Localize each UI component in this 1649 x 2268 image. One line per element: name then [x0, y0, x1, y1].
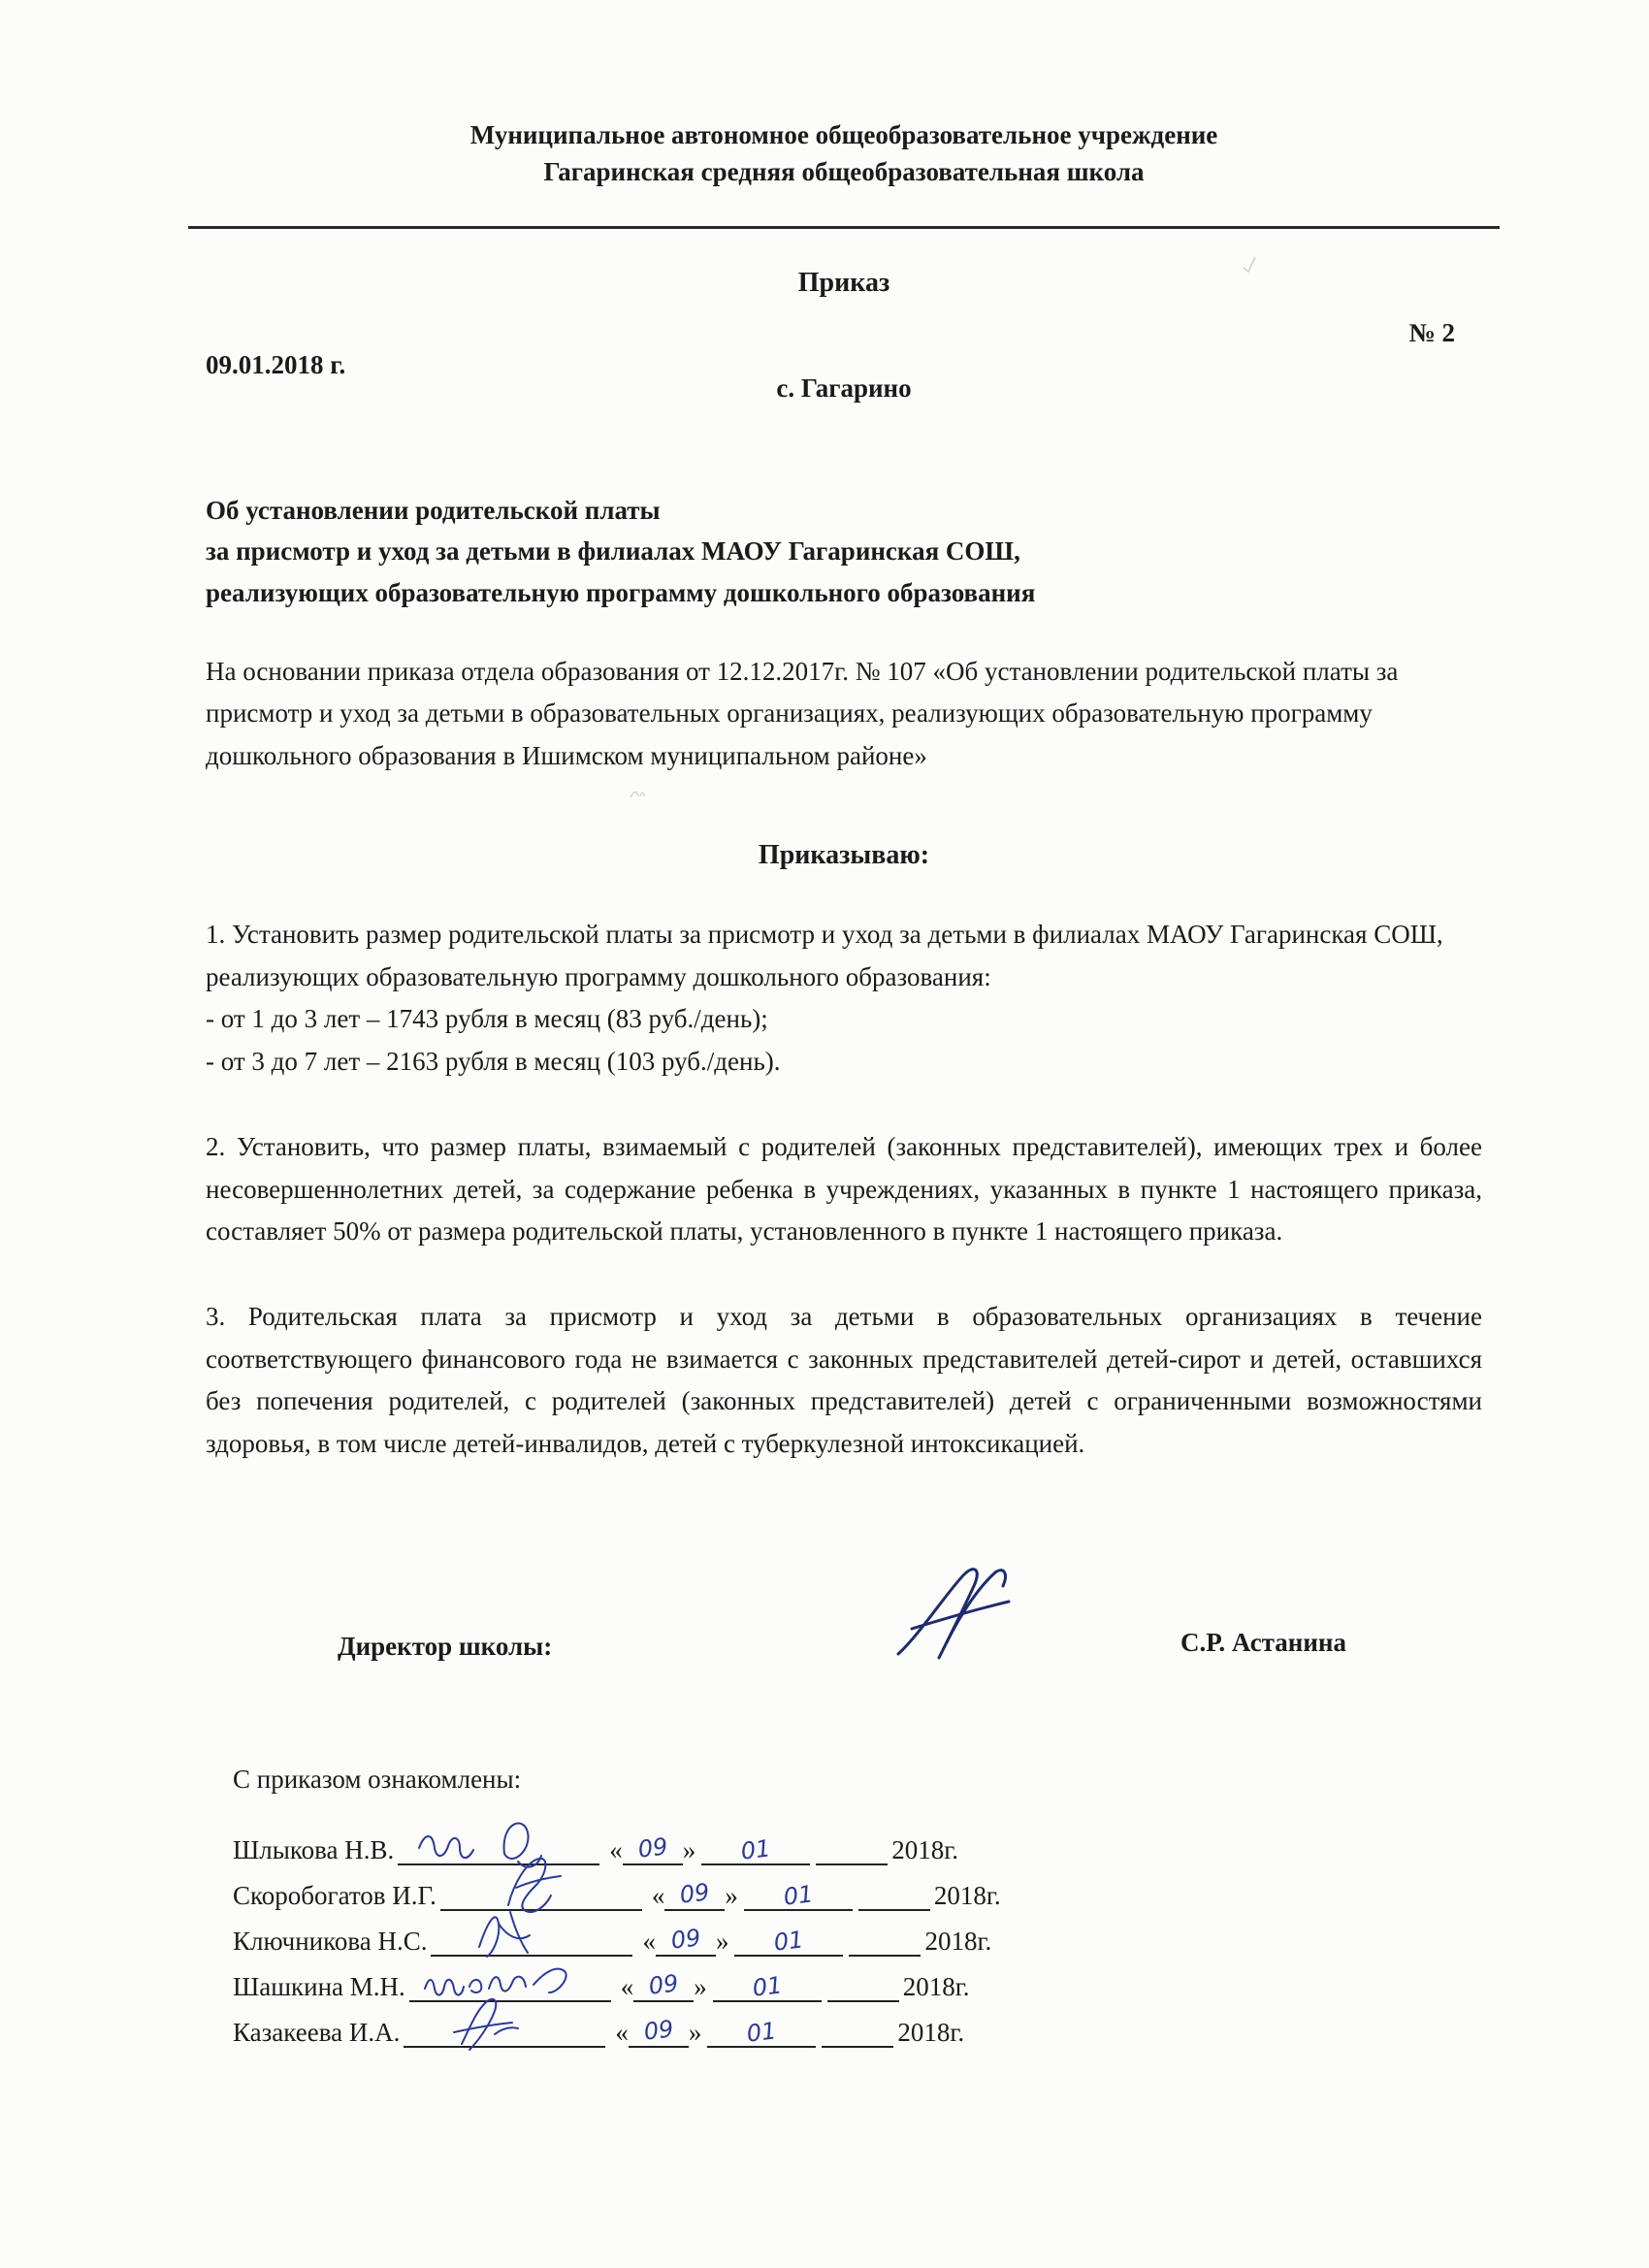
header-rule	[188, 226, 1500, 229]
order-date: 09.01.2018 г.	[206, 349, 346, 379]
acknowledgment-row	[233, 1832, 1482, 1881]
day-blank	[623, 1832, 683, 1865]
handwritten-month: 01	[745, 2017, 779, 2048]
director-signature-icon	[885, 1561, 1020, 1677]
quote-close: »	[682, 1834, 696, 1864]
order-item-2: 2. Установить, что размер платы, взимаемый с родителей (законных представителей), имеющих трех и более несовершеннолетних детей, за содержание ребенка в учреждениях, указанных в пункте 1 настоящего приказа, составляет 50% от размера родительской платы, установленного в пункте 1 настоящего приказа.	[206, 1131, 1482, 1247]
scan-artifact	[1242, 254, 1257, 274]
organization-name-line1: Муниципальное автономное общеобразовательное учреждение	[469, 120, 1218, 149]
ack-year: 2018г.	[924, 1926, 992, 1956]
order-item-3: 3. Родительская плата за присмотр и уход за детьми в образовательных организациях в течение соответствующего финансового года не взимается с законных представителей детей-сирот и детей, оставшихся без попечения родителей, с родителей (законных представителей) детей с ограниченными возможностями здоровья, в том числе детей-инвалидов, детей с туберкулезной интоксикацией.	[206, 1301, 1482, 1459]
subject-line2: за присмотр и уход за детьми в филиалах МАОУ Гагаринская СОШ,	[206, 536, 1020, 567]
ack-year: 2018г.	[902, 1971, 970, 2001]
signature-line	[404, 2021, 605, 2048]
quote-open: «	[615, 2017, 629, 2047]
ack-name: Казакеева И.А.	[233, 2017, 401, 2047]
quote-open: «	[651, 1880, 665, 1910]
subject-line3: реализующих образовательную программу дошкольного образования	[206, 577, 1036, 607]
handwritten-month: 01	[772, 1926, 806, 1957]
acknowledgment-heading: С приказом ознакомлены:	[233, 1764, 522, 1794]
month-blank	[744, 1880, 853, 1911]
order-place: с. Гагарино	[776, 373, 912, 403]
ack-name: Шашкина М.Н.	[233, 1971, 405, 2001]
ack-year: 2018г.	[933, 1880, 1001, 1910]
subject-line1: Об установлении родительской платы	[206, 495, 661, 525]
handwritten-day: 09	[669, 1924, 702, 1955]
handwritten-day: 09	[647, 1969, 681, 2000]
quote-close: »	[725, 1880, 738, 1910]
order-subject	[206, 490, 1370, 614]
month-blank	[707, 2017, 816, 2048]
organization-name-line2: Гагаринская средняя общеобразовательная школа	[543, 157, 1145, 187]
director-title: Директор школы:	[338, 1631, 553, 1661]
year-blank	[816, 1838, 888, 1865]
order-item-1-sub1: - от 1 до 3 лет – 1743 рубля в месяц (83 руб./день);	[206, 1004, 768, 1034]
director-signature-block	[206, 1534, 1482, 1679]
director-name: С.Р. Астанина	[1180, 1627, 1346, 1657]
quote-open: «	[609, 1834, 623, 1864]
dateline	[206, 350, 1482, 422]
acknowledgment-row	[233, 1878, 1482, 1927]
quote-open: «	[642, 1926, 656, 1956]
year-blank	[827, 1975, 899, 2002]
ack-name: Шлыкова Н.В.	[233, 1834, 395, 1864]
quote-open: «	[620, 1971, 634, 2001]
document-title: Приказ	[797, 267, 890, 298]
day-blank	[629, 2015, 689, 2048]
month-blank	[701, 1834, 810, 1865]
day-blank	[656, 1924, 716, 1957]
year-blank	[858, 1884, 930, 1911]
scan-artifact	[629, 788, 646, 801]
month-blank	[713, 1971, 822, 2002]
handwritten-day: 09	[678, 1878, 712, 1909]
year-blank	[849, 1929, 921, 1957]
order-number: № 2	[1408, 317, 1455, 347]
basis-paragraph: На основании приказа отдела образования от 12.12.2017г. № 107 «Об установлении родительской платы за присмотр и уход за детьми в образовательных организациях, реализующих образовательную программу дошкольного образования в Ишимском муниципальном районе»	[206, 656, 1399, 771]
quote-close: »	[694, 1971, 707, 2001]
handwritten-day: 09	[641, 2015, 675, 2046]
order-item-1-text: 1. Установить размер родительской платы за присмотр и уход за детьми в филиалах МАОУ Гагаринская СОШ, реализующих образовательную программу дошкольного образования:	[206, 919, 1443, 991]
quote-close: »	[688, 2017, 702, 2047]
order-word: Приказываю:	[758, 839, 930, 870]
day-blank	[633, 1969, 694, 2002]
acknowledgment-list	[206, 1832, 1482, 2063]
ack-year: 2018г.	[891, 1834, 959, 1864]
handwritten-day: 09	[635, 1832, 669, 1863]
quote-close: »	[715, 1926, 729, 1956]
day-blank	[664, 1878, 725, 1911]
ack-name: Скоробогатов И.Г.	[233, 1880, 436, 1910]
handwritten-month: 01	[750, 1971, 784, 2002]
order-item-1-sub2: - от 3 до 7 лет – 2163 рубля в месяц (103 руб./день).	[206, 1047, 781, 1077]
organization-name	[206, 116, 1482, 191]
handwritten-month: 01	[781, 1880, 815, 1911]
acknowledgment-row	[233, 2015, 1482, 2063]
ack-year: 2018г.	[897, 2017, 965, 2047]
signature-scribble-icon	[409, 1988, 565, 2056]
order-item-1	[206, 914, 1482, 1084]
ack-name: Ключникова Н.С.	[233, 1926, 428, 1956]
year-blank	[822, 2021, 893, 2048]
handwritten-month: 01	[739, 1834, 773, 1865]
month-blank	[734, 1926, 843, 1957]
